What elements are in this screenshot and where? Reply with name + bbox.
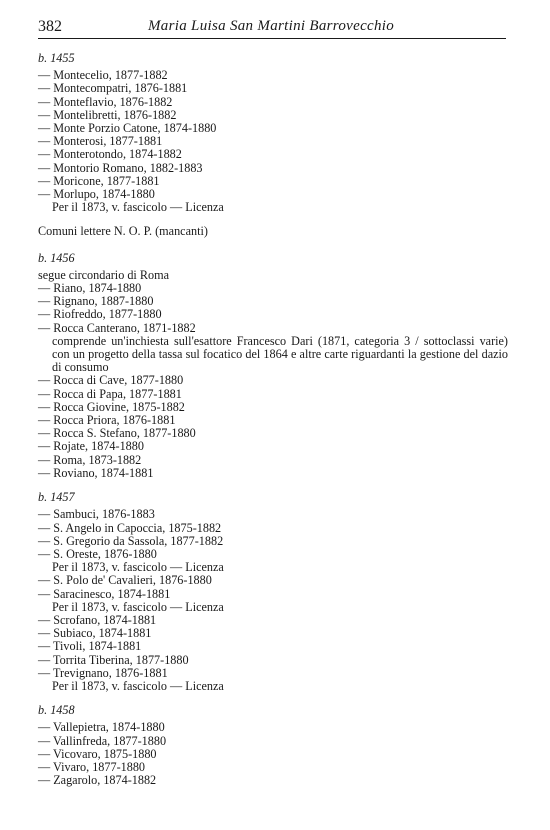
inventory-entry: — Rocca di Cave, 1877-1880 — [38, 373, 184, 388]
page-header — [38, 18, 506, 39]
inventory-entry: — Monte Porzio Catone, 1874-1880 — [38, 121, 217, 136]
inventory-entry: — Rocca Giovine, 1875-1882 — [38, 399, 185, 414]
archive-inventory — [38, 52, 508, 798]
inventory-entry: — Montecelio, 1877-1882 — [38, 68, 168, 83]
inventory-entry: — Saracinesco, 1874-1881 — [38, 586, 171, 601]
inventory-entry: — Zagarolo, 1874-1882 — [38, 773, 157, 788]
inventory-entry: — Monterotondo, 1874-1882 — [38, 147, 182, 162]
inventory-entry: — Subiaco, 1874-1881 — [38, 626, 152, 641]
inventory-entry: — Scrofano, 1874-1881 — [38, 612, 157, 627]
inventory-entry: — S. Oreste, 1876-1880 — [38, 546, 157, 561]
inventory-entry: — Montorio Romano, 1882-1883 — [38, 160, 203, 175]
inventory-entry: — S. Gregorio da Sassola, 1877-1882 — [38, 533, 224, 548]
inventory-entry: — Rocca Priora, 1876-1881 — [38, 413, 176, 428]
section-subtitle: segue circondario di Roma — [38, 267, 169, 282]
busta-section — [38, 52, 508, 214]
page-number: 382 — [38, 18, 62, 35]
inventory-entry: — Sambuci, 1876-1883 — [38, 507, 155, 522]
inventory-entry: — Vallinfreda, 1877-1880 — [38, 733, 167, 748]
inventory-entry: — Riano, 1874-1880 — [38, 281, 142, 296]
busta-heading: b. 1456 — [38, 250, 75, 265]
busta-heading: b. 1457 — [38, 490, 75, 505]
entry-cross-reference: Per il 1873, v. fascicolo — Licenza — [52, 560, 224, 575]
inventory-entry: — Roviano, 1874-1881 — [38, 465, 154, 480]
missing-comuni-note: Comuni lettere N. O. P. (mancanti) — [38, 224, 208, 239]
busta-section — [38, 491, 508, 693]
busta-heading: b. 1458 — [38, 703, 75, 718]
entry-cross-reference: Per il 1873, v. fascicolo — Licenza — [52, 678, 224, 693]
inventory-entry: — Vivaro, 1877-1880 — [38, 759, 146, 774]
inventory-entry: — Torrita Tiberina, 1877-1880 — [38, 652, 189, 667]
inventory-entry: — S. Angelo in Capoccia, 1875-1882 — [38, 520, 222, 535]
inventory-entry: — Rocca S. Stefano, 1877-1880 — [38, 426, 196, 441]
inventory-entry: — Vicovaro, 1875-1880 — [38, 746, 157, 761]
running-title: Maria Luisa San Martini Barrovecchio — [148, 18, 395, 34]
inventory-entry: — Monterosi, 1877-1881 — [38, 134, 163, 149]
busta-heading: b. 1455 — [38, 51, 75, 65]
inventory-entry: — Vallepietra, 1874-1880 — [38, 720, 165, 735]
busta-section — [38, 704, 508, 787]
inventory-entry: — Moricone, 1877-1881 — [38, 173, 160, 188]
inventory-entry: — Rocca di Papa, 1877-1881 — [38, 386, 182, 401]
inventory-entry: — Rignano, 1887-1880 — [38, 294, 154, 309]
inventory-entry: — Morlupo, 1874-1880 — [38, 187, 155, 202]
inventory-entry: — Riofreddo, 1877-1880 — [38, 307, 162, 322]
inventory-entry: — Rocca Canterano, 1871-1882 — [38, 320, 196, 335]
inventory-entry: — Trevignano, 1876-1881 — [38, 665, 168, 680]
entry-cross-reference: Per il 1873, v. fascicolo — Licenza — [52, 599, 224, 614]
entry-description: comprende un'inchiesta sull'esattore Francesco Dari (1871, categoria 3 / sottoclassi varie) con un progetto della tassa sul focatico del 1864 e altre carte riguardanti la gestione del dazio di consumo — [52, 333, 508, 375]
inventory-entry: — Montelibretti, 1876-1882 — [38, 107, 177, 122]
inventory-entry: — Roma, 1873-1882 — [38, 452, 142, 467]
busta-section — [38, 252, 508, 480]
inventory-entry: — Tivoli, 1874-1881 — [38, 639, 142, 654]
inventory-entry: — Monteflavio, 1876-1882 — [38, 94, 173, 109]
comuni-note-section — [38, 225, 508, 238]
inventory-entry: — S. Polo de' Cavalieri, 1876-1880 — [38, 573, 212, 588]
inventory-entry: — Rojate, 1874-1880 — [38, 439, 144, 454]
inventory-entry: — Montecompatri, 1876-1881 — [38, 81, 188, 96]
entry-cross-reference: Per il 1873, v. fascicolo — Licenza — [52, 200, 224, 215]
